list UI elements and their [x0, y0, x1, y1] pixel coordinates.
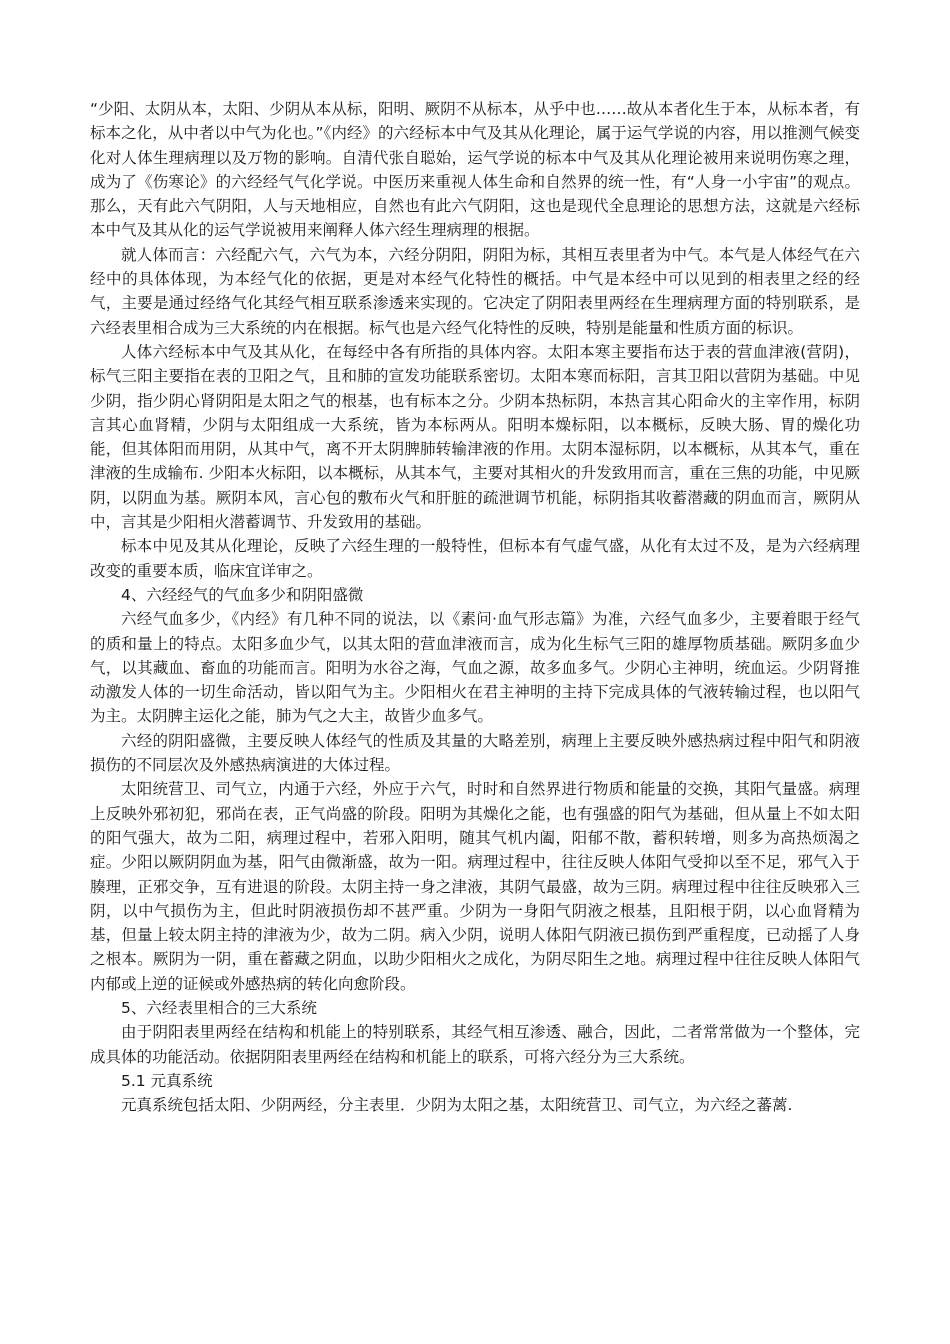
paragraph: 元真系统包括太阳、少阴两经，分主表里．少阴为太阳之基，太阳统营卫、司气立，为六经之蕃蓠.	[121, 1096, 793, 1115]
document-body	[90, 97, 860, 1117]
section-heading: 5、六经表里相合的三大系统	[121, 998, 317, 1017]
paragraph: 六经的阴阳盛微，主要反映人体经气的性质及其量的大略差别，病理上主要反映外感热病过程中阳气和阴液损伤的不同层次及外感热病演进的大体过程。	[90, 731, 860, 775]
paragraph: “少阳、太阴从本，太阳、少阴从本从标，阳明、厥阴不从标本，从乎中也……故从本者化生于本，从标本者，有标本之化，从中者以中气为化也。”《内经》的六经标本中气及其从化理论，属于运气学说的内容，用以推测气候变化对人体生理病理以及万物的影响。自清代张自聪始，运气学说的标本中气及其从化理论被用来说明伤寒之理，成为了《伤寒论》的六经经气气化学说。中医历来重视人体生命和自然界的统一性，有“人身一小宇宙”的观点。那么，天有此六气阴阳，人与天地相应，自然也有此六气阴阳，这也是现代全息理论的思想方法，这就是六经标本中气及其从化的运气学说被用来阐释人体六经生理病理的根据。	[90, 100, 860, 240]
paragraph: 人体六经标本中气及其从化，在每经中各有所指的具体内容。太阳本寒主要指布达于表的营血津液(营阴)，标气三阳主要指在表的卫阳之气，且和肺的宣发功能联系密切。太阳本寒而标阳，言其卫阳以营阴为基础。中见少阴，指少阴心肾阴阳是太阳之气的根基，也有标本之分。少阴本热标阴，本热言其心阳命火的主宰作用，标阴言其心血肾精，少阴与太阳组成一大系统，皆为本标两从。阳明本燥标阳，以本概标，反映大肠、胃的燥化功能，但其体阳而用阴，从其中气，离不开太阴脾肺转输津液的作用。太阴本湿标阴，以本概标，从其本气，重在津液的生成输布. 少阳本火标阳，以本概标，从其本气，主要对其相火的升发致用而言，重在三焦的功能，中见厥阴，以阴血为基。厥阴本风，言心包的敷布火气和肝脏的疏泄调节机能，标阴指其收蓄潜藏的阴血而言，厥阴从中，言其是少阳相火潜蓄调节、升发致用的基础。	[90, 342, 860, 532]
paragraph: 六经气血多少，《内经》有几种不同的说法，以《素问·血气形志篇》为准，六经气血多少，主要着眼于经气的质和量上的特点。太阳多血少气，以其太阳的营血津液而言，成为化生标气三阳的雄厚物质基础。厥阴多血少气，以其藏血、畜血的功能而言。阳明为水谷之海，气血之源，故多血多气。少阴心主神明，统血运。少阴肾推动激发人体的一切生命活动，皆以阳气为主。少阳相火在君主神明的主持下完成具体的气液转输过程，也以阳气为主。太阴脾主运化之能，肺为气之大主，故皆少血多气。	[90, 610, 860, 726]
paragraph: 标本中见及其从化理论，反映了六经生理的一般特性，但标本有气虚气盛，从化有太过不及，是为六经病理改变的重要本质，临床宜详审之。	[90, 537, 860, 580]
paragraph: 太阳统营卫、司气立，内通于六经，外应于六气，时时和自然界进行物质和能量的交换，其阳气量盛。病理上反映外邪初犯，邪尚在表，正气尚盛的阶段。阳明为其燥化之能，也有强盛的阳气为基础，但从量上不如太阳的阳气强大，故为二阳，病理过程中，若邪入阳明，随其气机内阖，阳郁不散，蓄积转增，则多为高热烦渴之症。少阳以厥阴阴血为基，阳气由微渐盛，故为一阳。病理过程中，往往反映人体阳气受抑以至不足，邪气入于腠理，正邪交争，互有进退的阶段。太阴主持一身之津液，其阴气最盛，故为三阴。病理过程中往往反映邪入三阴，以中气损伤为主，但此时阴液损伤却不甚严重。少阴为一身阳气阴液之根基，且阳根于阴，以心血肾精为基，但量上较太阴主持的津液为少，故为二阴。病入少阴，说明人体阳气阴液已损伤到严重程度，已动摇了人身之根本。厥阴为一阴，重在蓄藏之阴血，以助少阳相火之成化，为阴尽阳生之地。病理过程中往往反映人体阳气内郁或上逆的证候或外感热病的转化向愈阶段。	[90, 780, 860, 993]
subsection-heading: 5.1 元真系统	[121, 1071, 213, 1090]
paragraph: 由于阴阳表里两经在结构和机能上的特别联系，其经气相互渗透、融合，因此，二者常常做为一个整体，完成具体的功能活动。依据阴阳表里两经在结构和机能上的联系，可将六经分为三大系统。	[90, 1023, 860, 1066]
paragraph: 就人体而言：六经配六气，六气为本，六经分阴阳，阴阳为标，其相互表里者为中气。本气是人体经气在六经中的具体体现，为本经气化的依据，更是对本经气化特性的概括。中气是本经中可以见到的相表里之经的经气，主要是通过经络气化其经气相互联系渗透来实现的。它决定了阴阳表里两经在生理病理方面的特别联系，是六经表里相合成为三大系统的内在根据。标气也是六经气化特性的反映，特别是能量和性质方面的标识。	[90, 245, 860, 337]
section-heading: 4、六经经气的气血多少和阴阳盛微	[121, 585, 364, 604]
